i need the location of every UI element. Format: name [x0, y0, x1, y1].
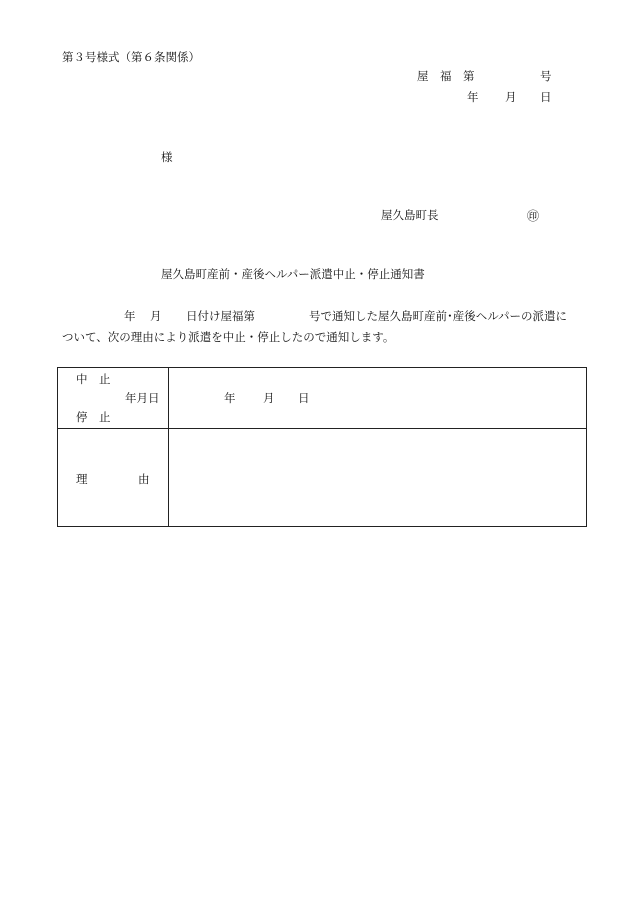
doc-number-suffix: 号: [540, 69, 552, 83]
table-column-divider: [168, 368, 169, 526]
date-month: 月: [505, 90, 517, 104]
seal-mark: ㊞: [527, 209, 540, 223]
body-line1-text: 号で通知した屋久島町産前･産後ヘルパーの派遣に: [309, 309, 567, 323]
date-year: 年: [467, 90, 479, 104]
sender-title: 屋久島町長: [381, 208, 439, 222]
addressee-suffix: 様: [161, 150, 173, 164]
form-label: 第３号様式（第６条関係）: [62, 50, 200, 64]
info-table: [57, 367, 587, 527]
label-reason-right: 由: [138, 472, 150, 486]
value-year: 年: [224, 391, 236, 405]
label-reason-left: 理: [76, 472, 88, 486]
label-date: 年月日: [125, 391, 160, 405]
body-date-ref: 日付け屋福第: [186, 309, 255, 323]
value-day: 日: [298, 391, 310, 405]
body-line2: ついて、次の理由により派遣を中止・停止したので通知します。: [62, 330, 395, 344]
value-month: 月: [263, 391, 275, 405]
doc-number-prefix: 屋 福 第: [417, 69, 475, 83]
document-title: 屋久島町産前・産後ヘルパー派遣中止・停止通知書: [161, 267, 425, 281]
label-suspend: 中 止: [76, 372, 111, 386]
body-year: 年: [124, 309, 136, 323]
body-month: 月: [150, 309, 162, 323]
table-row-divider: [58, 428, 586, 429]
label-stop: 停 止: [76, 410, 111, 424]
date-day: 日: [540, 90, 552, 104]
